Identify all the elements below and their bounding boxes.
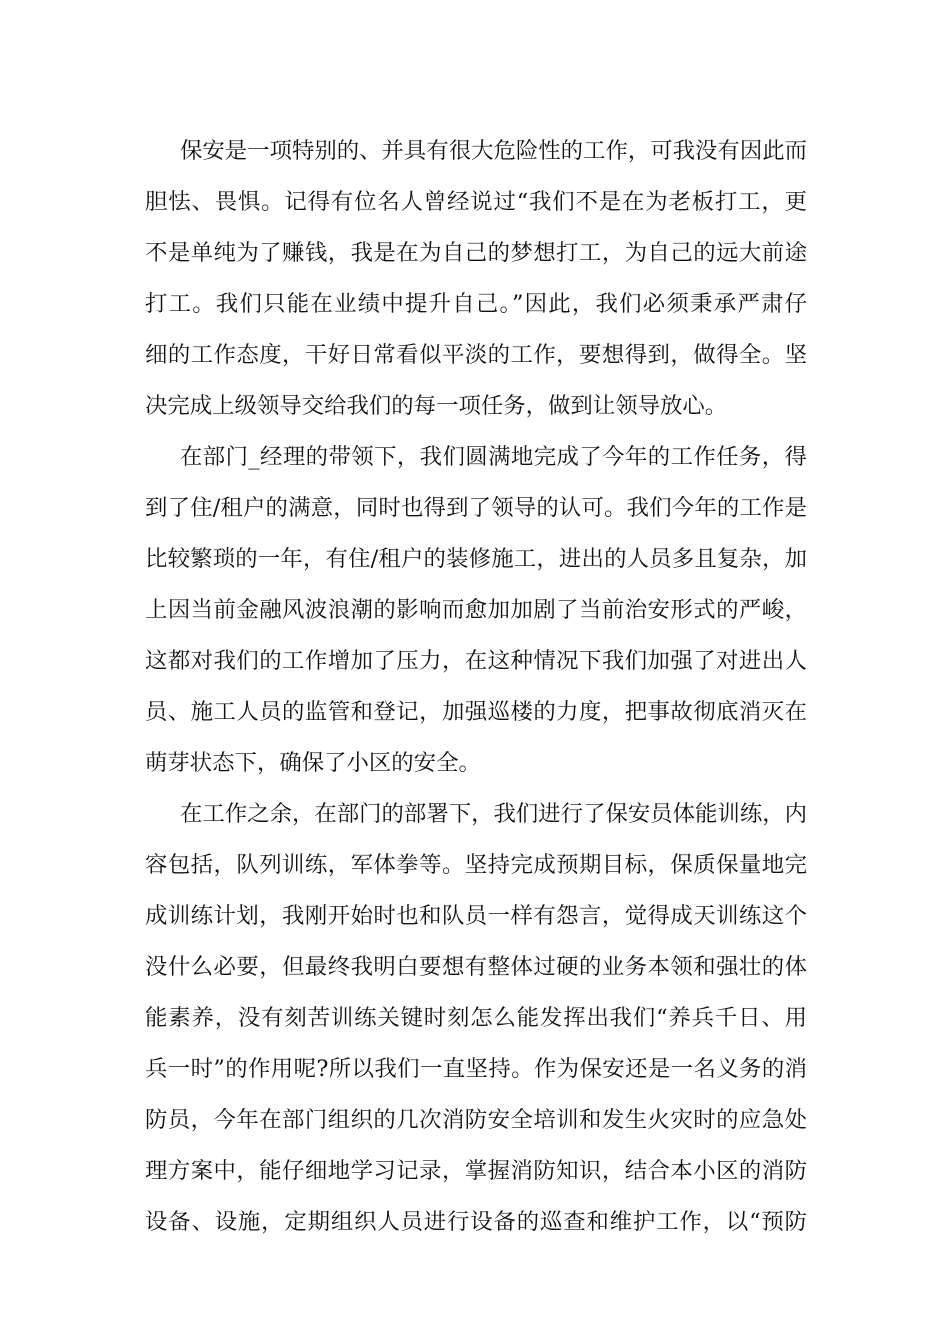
paragraph-2	[145, 432, 807, 789]
paragraph-line: 员、施工人员的监管和登记，加强巡楼的力度，把事故彻底消灭在	[145, 699, 807, 725]
paragraph-3	[145, 789, 807, 1248]
paragraph-line: 容包括，队列训练，军体拳等。坚持完成预期目标，保质保量地完	[145, 852, 807, 878]
paragraph-line: 细的工作态度，干好日常看似平淡的工作，要想得到，做得全。坚	[145, 342, 807, 368]
paragraph-line: 决完成上级领导交给我们的每一项任务，做到让领导放心。	[145, 393, 728, 419]
paragraph-line: 比较繁琐的一年，有住/租户的装修施工，进出的人员多且复杂，加	[145, 546, 807, 572]
paragraph-line: 上因当前金融风波浪潮的影响而愈加加剧了当前治安形式的严峻，	[145, 597, 807, 623]
paragraph-line: 理方案中，能仔细地学习记录，掌握消防知识，结合本小区的消防	[145, 1158, 807, 1184]
paragraph-line: 没什么必要，但最终我明白要想有整体过硬的业务本领和强壮的体	[145, 954, 807, 980]
paragraph-line: 保安是一项特别的、并具有很大危险性的工作，可我没有因此而	[180, 138, 807, 164]
paragraph-line: 设备、设施，定期组织人员进行设备的巡查和维护工作，以“预防	[145, 1209, 807, 1235]
document-body	[145, 126, 807, 1248]
paragraph-line: 成训练计划，我刚开始时也和队员一样有怨言，觉得成天训练这个	[145, 903, 807, 929]
paragraph-line: 不是单纯为了赚钱，我是在为自己的梦想打工，为自己的远大前途	[145, 240, 807, 266]
paragraph-line: 防员，今年在部门组织的几次消防安全培训和发生火灾时的应急处	[145, 1107, 807, 1133]
paragraph-line: 胆怯、畏惧。记得有位名人曾经说过“我们不是在为老板打工，更	[145, 189, 807, 215]
paragraph-line: 到了住/租户的满意，同时也得到了领导的认可。我们今年的工作是	[145, 495, 807, 521]
paragraph-line: 在部门_经理的带领下，我们圆满地完成了今年的工作任务，得	[180, 444, 807, 470]
paragraph-line: 在工作之余，在部门的部署下，我们进行了保安员体能训练，内	[180, 801, 807, 827]
paragraph-line: 打工。我们只能在业绩中提升自己。”因此，我们必须秉承严肃仔	[145, 291, 807, 317]
paragraph-line: 兵一时”的作用呢?所以我们一直坚持。作为保安还是一名义务的消	[145, 1056, 807, 1082]
paragraph-line: 能素养，没有刻苦训练关键时刻怎么能发挥出我们“养兵千日、用	[145, 1005, 807, 1031]
paragraph-1	[145, 126, 807, 432]
paragraph-line: 这都对我们的工作增加了压力，在这种情况下我们加强了对进出人	[145, 648, 807, 674]
paragraph-line: 萌芽状态下，确保了小区的安全。	[145, 750, 481, 776]
